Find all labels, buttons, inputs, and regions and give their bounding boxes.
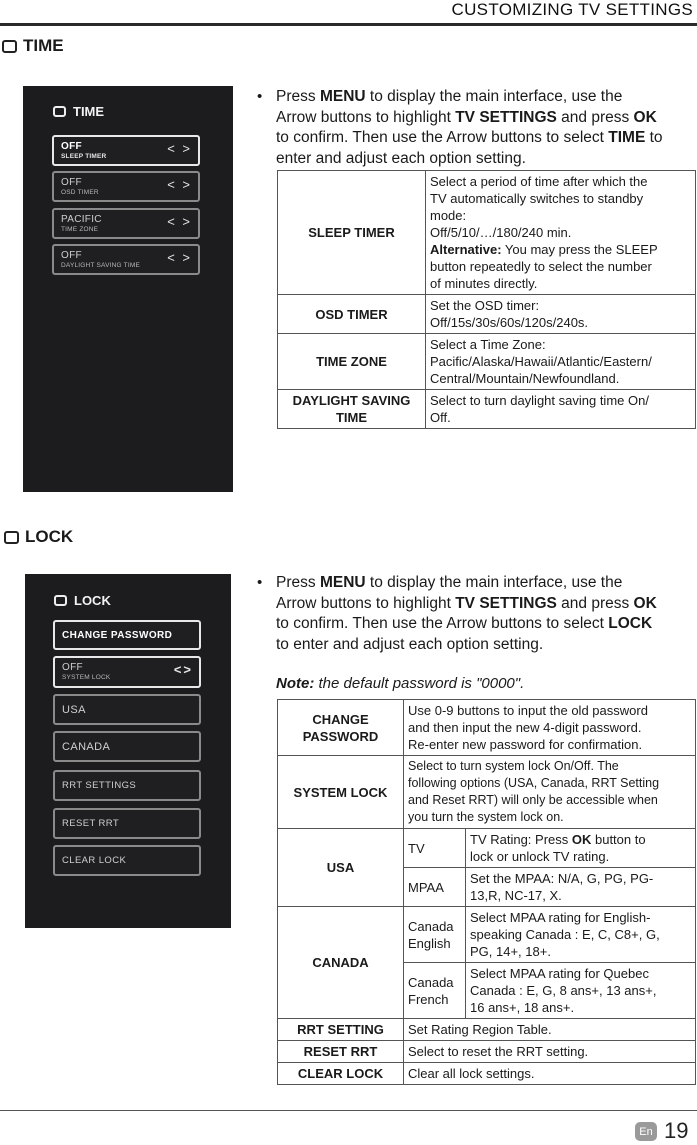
table-row (278, 1019, 696, 1041)
time-instr-line-3: to confirm. Then use the Arrow buttons to select TIME to (276, 129, 663, 146)
table-row (278, 907, 696, 963)
canada-french-desc: Select MPAA rating for Quebec Canada : E, G, 8 ans+, 13 ans+, 16 ans+, 18 ans+. (466, 963, 696, 1019)
time-zone-cell-desc: Select a Time Zone: Pacific/Alaska/Hawaii/Atlantic/Eastern/ Central/Mountain/Newfoundland. (426, 334, 696, 390)
menu-item-rrt-settings[interactable] (53, 770, 201, 801)
bullet-icon: • (257, 574, 263, 591)
canada-label: CANADA (62, 740, 111, 753)
usa-tv-desc: TV Rating: Press OK button to lock or unlock TV rating. (466, 829, 696, 868)
left-right-arrows-icon: < > (167, 250, 192, 265)
time-zone-cell-label: TIME ZONE (278, 334, 426, 390)
rrt-setting-cell-desc: Set Rating Region Table. (404, 1019, 696, 1041)
rounded-square-icon (2, 40, 17, 53)
time-instructions (276, 87, 696, 169)
table-row (278, 1063, 696, 1085)
sleep-timer-value: OFF (61, 141, 82, 152)
sleep-timer-label: SLEEP TIMER (61, 153, 107, 160)
change-password-label: CHANGE PASSWORD (62, 629, 173, 641)
menu-item-clear-lock[interactable] (53, 845, 201, 876)
sleep-timer-cell-desc: Select a period of time after which the TV automatically switches to standby mode: Off/5/10/…/180/240 min. Alternative: You may press the SLEEP button repeatedly to select the number of minutes directly. (426, 171, 696, 295)
daylight-saving-value: OFF (61, 250, 82, 261)
clear-lock-cell-label: CLEAR LOCK (278, 1063, 404, 1085)
system-lock-cell-desc: Select to turn system lock On/Off. The following options (USA, Canada, RRT Setting and Reset RRT) will only be accessible when you turn the system lock on. (404, 756, 696, 829)
rounded-square-icon (4, 531, 19, 544)
usa-cell-label: USA (278, 829, 404, 907)
lock-instr-line-4: to enter and adjust each option setting. (276, 635, 544, 653)
left-right-arrows-icon: < > (167, 214, 192, 229)
lock-instr-line-1: Press MENU to display the main interface, use the (276, 574, 623, 591)
table-row (278, 829, 696, 868)
header-rule (0, 23, 697, 26)
lock-settings-table (277, 699, 696, 1085)
clear-lock-cell-desc: Clear all lock settings. (404, 1063, 696, 1085)
lock-menu-screenshot (25, 574, 231, 928)
system-lock-cell-label: SYSTEM LOCK (278, 756, 404, 829)
footer-rule (0, 1110, 697, 1111)
canada-french-label: Canada French (404, 963, 466, 1019)
rounded-square-icon (53, 106, 66, 117)
menu-item-usa[interactable] (53, 694, 201, 725)
usa-tv-label: TV (404, 829, 466, 868)
usa-mpaa-label: MPAA (404, 868, 466, 907)
system-lock-label: SYSTEM LOCK (62, 674, 111, 681)
language-badge: En (635, 1122, 657, 1141)
default-password-note: Note: the default password is "0000". (276, 675, 525, 692)
reset-rrt-label: RESET RRT (62, 818, 120, 829)
time-instr-line-2: Arrow buttons to highlight TV SETTINGS and press OK (276, 108, 657, 126)
table-row (278, 390, 696, 429)
table-row (278, 171, 696, 295)
canada-english-label: Canada English (404, 907, 466, 963)
table-row (278, 1041, 696, 1063)
time-section-heading (2, 36, 64, 56)
menu-item-canada[interactable] (53, 731, 201, 762)
time-menu-title: TIME (73, 104, 105, 119)
menu-item-reset-rrt[interactable] (53, 808, 201, 839)
table-row (278, 700, 696, 756)
time-zone-label: TIME ZONE (61, 226, 99, 233)
table-row (278, 334, 696, 390)
lock-menu-title: LOCK (74, 593, 111, 608)
osd-timer-cell-desc: Set the OSD timer: Off/15s/30s/60s/120s/240s. (426, 295, 696, 334)
menu-item-system-lock[interactable] (53, 656, 201, 688)
menu-item-change-password[interactable] (53, 620, 201, 650)
left-right-arrows-icon: < > (167, 177, 192, 192)
lock-menu-header (54, 593, 111, 608)
osd-timer-cell-label: OSD TIMER (278, 295, 426, 334)
clear-lock-label: CLEAR LOCK (62, 855, 127, 866)
sleep-timer-cell-label: SLEEP TIMER (278, 171, 426, 295)
page-number: 19 (664, 1118, 689, 1143)
time-menu-screenshot (23, 86, 233, 492)
time-instr-line-4: enter and adjust each option setting. (276, 149, 526, 167)
reset-rrt-cell-desc: Select to reset the RRT setting. (404, 1041, 696, 1063)
daylight-cell-desc: Select to turn daylight saving time On/ Off. (426, 390, 696, 429)
reset-rrt-cell-label: RESET RRT (278, 1041, 404, 1063)
usa-mpaa-desc: Set the MPAA: N/A, G, PG, PG- 13,R, NC-17, X. (466, 868, 696, 907)
daylight-saving-label: DAYLIGHT SAVING TIME (61, 262, 141, 269)
osd-timer-label: OSD TIMER (61, 189, 99, 196)
rrt-settings-label: RRT SETTINGS (62, 780, 137, 791)
bullet-icon: • (257, 88, 263, 105)
menu-item-time-zone[interactable] (52, 208, 200, 239)
lock-instr-line-2: Arrow buttons to highlight TV SETTINGS and press OK (276, 594, 657, 612)
canada-cell-label: CANADA (278, 907, 404, 1019)
system-lock-value: OFF (62, 662, 83, 673)
left-right-arrows-icon: <> (173, 662, 193, 677)
time-zone-value: PACIFIC (61, 214, 102, 225)
lock-instructions (276, 573, 696, 655)
time-heading-text: TIME (23, 36, 64, 55)
usa-label: USA (62, 703, 86, 716)
time-instr-line-1: Press MENU to display the main interface, use the (276, 88, 623, 105)
page-header-title: CUSTOMIZING TV SETTINGS (451, 0, 693, 19)
menu-item-daylight-saving[interactable] (52, 244, 200, 275)
time-settings-table (277, 170, 696, 429)
time-menu-header (53, 104, 104, 119)
change-password-cell-desc: Use 0-9 buttons to input the old password and then input the new 4-digit password. Re-enter new password for confirmation. (404, 700, 696, 756)
lock-section-heading (4, 527, 73, 547)
rounded-square-icon (54, 595, 67, 606)
table-row (278, 756, 696, 829)
change-password-cell-label: CHANGE PASSWORD (278, 700, 404, 756)
lock-heading-text: LOCK (25, 527, 74, 546)
menu-item-sleep-timer[interactable] (52, 135, 200, 166)
daylight-cell-label: DAYLIGHT SAVING TIME (278, 390, 426, 429)
menu-item-osd-timer[interactable] (52, 171, 200, 202)
rrt-setting-cell-label: RRT SETTING (278, 1019, 404, 1041)
left-right-arrows-icon: < > (167, 141, 192, 156)
canada-english-desc: Select MPAA rating for English- speaking Canada : E, C, C8+, G, PG, 14+, 18+. (466, 907, 696, 963)
lock-instr-line-3: to confirm. Then use the Arrow buttons to select LOCK (276, 615, 653, 632)
table-row (278, 295, 696, 334)
osd-timer-value: OFF (61, 177, 82, 188)
